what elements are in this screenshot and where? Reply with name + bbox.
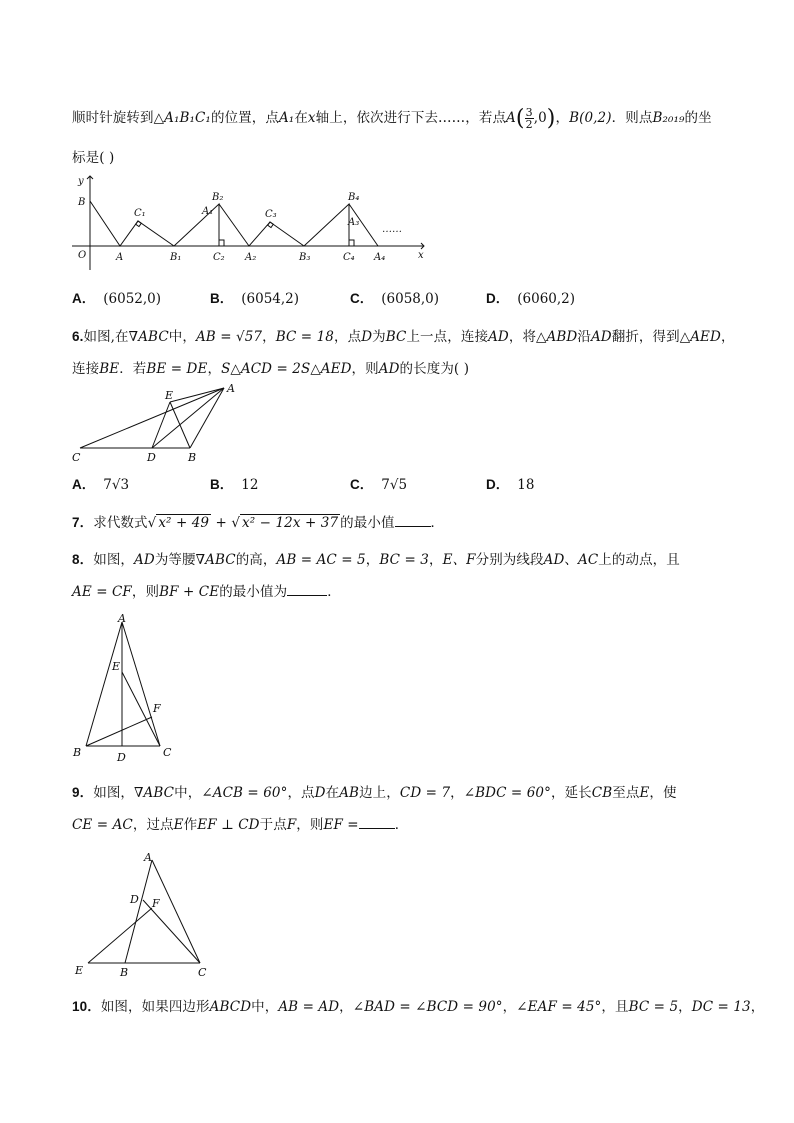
answer-blank[interactable]: [359, 816, 395, 829]
math: BC = 3: [379, 552, 429, 568]
q6-text-line1: [72, 325, 735, 345]
math: AD: [134, 552, 155, 568]
math: S△ACD = 2S△AED: [221, 361, 352, 377]
text: 的位置，点: [210, 110, 279, 126]
q6-option-c[interactable]: [350, 473, 407, 493]
text: 顺时针旋转到: [72, 110, 154, 126]
text: ，点: [334, 329, 362, 345]
math: AD: [543, 552, 565, 568]
label-A: A: [116, 252, 124, 263]
math: CB: [591, 785, 613, 801]
label-B2: B₂: [212, 192, 224, 203]
math: BF + CE: [159, 584, 220, 600]
paren: ): [546, 106, 556, 131]
triangle-path-3: [219, 204, 304, 246]
label-A: A: [144, 851, 152, 864]
math: DC = 13: [691, 999, 751, 1015]
label-A2: A₂: [245, 252, 257, 263]
math: ∇ABC: [128, 329, 169, 345]
q8-text-line1: [72, 548, 680, 568]
q6-options: [72, 473, 712, 493]
math: A₁: [278, 110, 295, 126]
text: 如图,在: [83, 329, 129, 345]
option-text: (6060,2): [517, 291, 576, 307]
math: BC = 18: [275, 329, 334, 345]
q6-option-b[interactable]: [210, 473, 258, 493]
option-key: D．: [486, 477, 510, 492]
label-A4: A₄: [374, 252, 386, 263]
text: 中，: [174, 785, 202, 801]
right-angle-mark: [349, 240, 354, 246]
option-key: B．: [210, 291, 234, 306]
math: E、F: [442, 552, 476, 568]
label-A3: A₃: [348, 217, 360, 228]
math: AB = √57: [195, 329, 263, 345]
text: ．: [430, 515, 445, 531]
option-key: A．: [72, 477, 96, 492]
text: ，: [262, 329, 276, 345]
q5-option-c[interactable]: [350, 287, 439, 307]
math: ∠BAD = ∠BCD = 90°: [352, 999, 503, 1015]
q7-text: [72, 511, 444, 531]
option-key: B．: [210, 477, 234, 492]
option-key: C．: [350, 291, 374, 306]
text: ，: [678, 999, 692, 1015]
text: 在: [325, 785, 340, 801]
q8-figure: [70, 610, 185, 765]
text: 上一点，连接: [406, 329, 489, 345]
paren: (: [515, 106, 525, 131]
math: EF =: [323, 817, 359, 833]
sqrt-sign: √: [231, 515, 241, 531]
math: AB: [339, 785, 360, 801]
label-B1: B₁: [170, 252, 182, 263]
text: 沿: [577, 329, 591, 345]
label-A: A: [227, 382, 235, 395]
math: ,0: [533, 110, 547, 126]
label-B: B: [78, 197, 86, 208]
math: AD: [590, 329, 612, 345]
answer-blank[interactable]: [395, 514, 431, 527]
text: ，使: [649, 785, 677, 801]
math: ∇ABC: [134, 785, 175, 801]
label-y: y: [78, 176, 84, 187]
label-D: D: [130, 893, 139, 906]
q6-option-a[interactable]: [72, 473, 129, 493]
math: AC: [577, 552, 599, 568]
text: 中，: [251, 999, 279, 1015]
label-F: F: [153, 702, 161, 715]
label-B: B: [120, 966, 129, 979]
segment-BF: [86, 717, 152, 746]
label-B: B: [188, 451, 197, 464]
option-text: 7√5: [381, 477, 408, 493]
fraction: [525, 107, 534, 130]
text: ，: [555, 110, 570, 126]
text: 轴上，依次进行下去……，若点: [315, 110, 507, 126]
text: ，: [502, 999, 517, 1015]
text: 为: [372, 329, 386, 345]
text: 翻折，得到: [611, 329, 680, 345]
q5-option-b[interactable]: [210, 287, 299, 307]
segment-EF: [88, 908, 152, 963]
math: AD: [378, 361, 400, 377]
text: ，点: [287, 785, 315, 801]
text: 如图，: [93, 785, 135, 801]
text: ，: [750, 999, 765, 1015]
option-text: (6058,0): [381, 291, 440, 307]
math: BC: [385, 329, 407, 345]
text: 、: [564, 552, 578, 568]
frac-den: 2: [525, 118, 533, 131]
q10-text-line1: [72, 995, 764, 1015]
q6-text-line2: [72, 357, 469, 377]
label-C3: C₃: [265, 209, 277, 220]
label-x: x: [418, 250, 424, 261]
math: x² + 49: [158, 515, 210, 531]
math: CD = 7: [399, 785, 451, 801]
text: ，: [450, 785, 464, 801]
math: E: [639, 785, 650, 801]
text: ．则点: [611, 110, 653, 126]
text: ，: [339, 999, 353, 1015]
math: AE = CF: [72, 584, 132, 600]
text: 在: [294, 110, 308, 126]
label-C2: C₂: [213, 252, 225, 263]
label-C: C: [72, 451, 81, 464]
q5-option-a[interactable]: [72, 287, 161, 307]
text: 如图，: [93, 552, 135, 568]
text: 的最小值为: [219, 584, 288, 600]
math: AD: [488, 329, 509, 345]
text: ，将: [508, 329, 537, 345]
right-angle-mark: [136, 221, 142, 227]
q6-figure: [72, 380, 252, 465]
math: AB = AC = 5: [276, 552, 366, 568]
text: 边上，: [359, 785, 400, 801]
option-text: (6054,2): [241, 291, 300, 307]
math: D: [361, 329, 373, 345]
text: ，且: [601, 999, 629, 1015]
math: A: [506, 110, 516, 126]
question-number: 9．: [72, 785, 94, 800]
math: BC = 5: [628, 999, 679, 1015]
text: 为等腰: [154, 552, 196, 568]
label-C: C: [163, 746, 172, 759]
text: 于点: [259, 817, 287, 833]
label-C: C: [198, 966, 207, 979]
question-number: 6.: [72, 329, 84, 344]
math: ∇ABC: [195, 552, 236, 568]
label-A: A: [118, 612, 126, 625]
q5-options: [72, 287, 712, 307]
text: ，: [720, 329, 735, 345]
label-A1: A₁: [202, 206, 214, 217]
frac-num: 3: [525, 106, 533, 119]
segment-BA: [190, 388, 224, 448]
q6-option-d[interactable]: [486, 473, 534, 493]
text: 的长度为( ): [399, 361, 470, 377]
text: 求代数式: [93, 515, 148, 531]
sqrt-sign: √: [147, 515, 157, 531]
math: F: [286, 817, 297, 833]
label-C4: C₄: [343, 252, 355, 263]
text: 中，: [168, 329, 196, 345]
text: ．: [327, 584, 341, 600]
math: BE: [99, 361, 120, 377]
math: x: [307, 110, 316, 126]
math: EF ⊥ CD: [197, 817, 260, 833]
text: 的最小值: [340, 515, 395, 531]
q5-option-d[interactable]: [486, 287, 575, 307]
text: ，: [365, 552, 380, 568]
math: ∠ACB = 60°: [201, 785, 288, 801]
question-number: 10．: [72, 999, 101, 1014]
label-B: B: [73, 746, 82, 759]
text: 连接: [72, 361, 100, 377]
label-D: D: [117, 751, 126, 764]
answer-blank[interactable]: [287, 583, 327, 596]
q5-text-line2: 标是( ): [72, 150, 115, 166]
math: BE = DE: [146, 361, 208, 377]
question-number: 7．: [72, 515, 94, 530]
text: ．: [394, 817, 409, 833]
text: 分别为线段: [475, 552, 544, 568]
label-C1: C₁: [134, 208, 146, 219]
label-E: E: [75, 964, 84, 977]
text: 如图，如果四边形: [100, 999, 210, 1015]
q9-text-line1: [72, 781, 677, 801]
option-key: A．: [72, 291, 96, 306]
segment-EB: [170, 402, 190, 448]
math: x² − 12x + 37: [242, 515, 339, 531]
label-E: E: [112, 660, 121, 673]
text: ，延长: [550, 785, 592, 801]
math: B(0,2): [569, 110, 612, 126]
math: ∠EAF = 45°: [516, 999, 602, 1015]
q5-figure: [72, 170, 432, 270]
math: CE = AC: [72, 817, 133, 833]
triangle-path-1: [90, 201, 174, 246]
label-D: D: [147, 451, 156, 464]
text: 作: [183, 817, 198, 833]
math: △ABD: [536, 329, 578, 345]
math: ABCD: [209, 999, 252, 1015]
text: 的坐: [684, 110, 712, 126]
label-E: E: [165, 389, 174, 402]
text: ．若: [119, 361, 147, 377]
segment-CA: [80, 388, 224, 448]
q9-text-line2: [72, 813, 408, 833]
option-text: 18: [517, 477, 535, 493]
math: E: [173, 817, 184, 833]
math: △AED: [679, 329, 721, 345]
q8-text-line2: [72, 580, 341, 600]
label-B4: B₄: [348, 192, 360, 203]
math: △A₁B₁C₁: [153, 110, 211, 126]
option-key: D．: [486, 291, 510, 306]
right-angle-mark: [268, 222, 274, 228]
text: ，则: [351, 361, 379, 377]
text: ，: [428, 552, 443, 568]
math: +: [211, 515, 232, 531]
text: ，过点: [132, 817, 174, 833]
right-angle-mark: [219, 240, 224, 246]
text: 的高，: [235, 552, 277, 568]
q9-figure: [70, 845, 220, 980]
text: 上的动点，且: [598, 552, 680, 568]
text: 至点: [612, 785, 640, 801]
q5-text-line1: [72, 106, 712, 131]
math: D: [314, 785, 326, 801]
label-dots: ……: [382, 224, 402, 235]
math: B₂₀₁₉: [652, 110, 685, 126]
text: ，则: [296, 817, 324, 833]
triangle-path-4: [304, 204, 349, 246]
segment-AC: [152, 860, 200, 963]
segment-AB: [86, 622, 122, 746]
option-text: 7√3: [103, 477, 130, 493]
option-text: 12: [241, 477, 259, 493]
text: ，: [207, 361, 222, 377]
math: AB = AD: [278, 999, 340, 1015]
option-key: C．: [350, 477, 374, 492]
text: ，则: [131, 584, 160, 600]
label-F: F: [152, 897, 160, 910]
label-B3: B₃: [299, 252, 311, 263]
question-number: 8．: [72, 552, 94, 567]
math: ∠BDC = 60°: [463, 785, 551, 801]
option-text: (6052,0): [103, 291, 162, 307]
label-O: O: [78, 250, 87, 261]
